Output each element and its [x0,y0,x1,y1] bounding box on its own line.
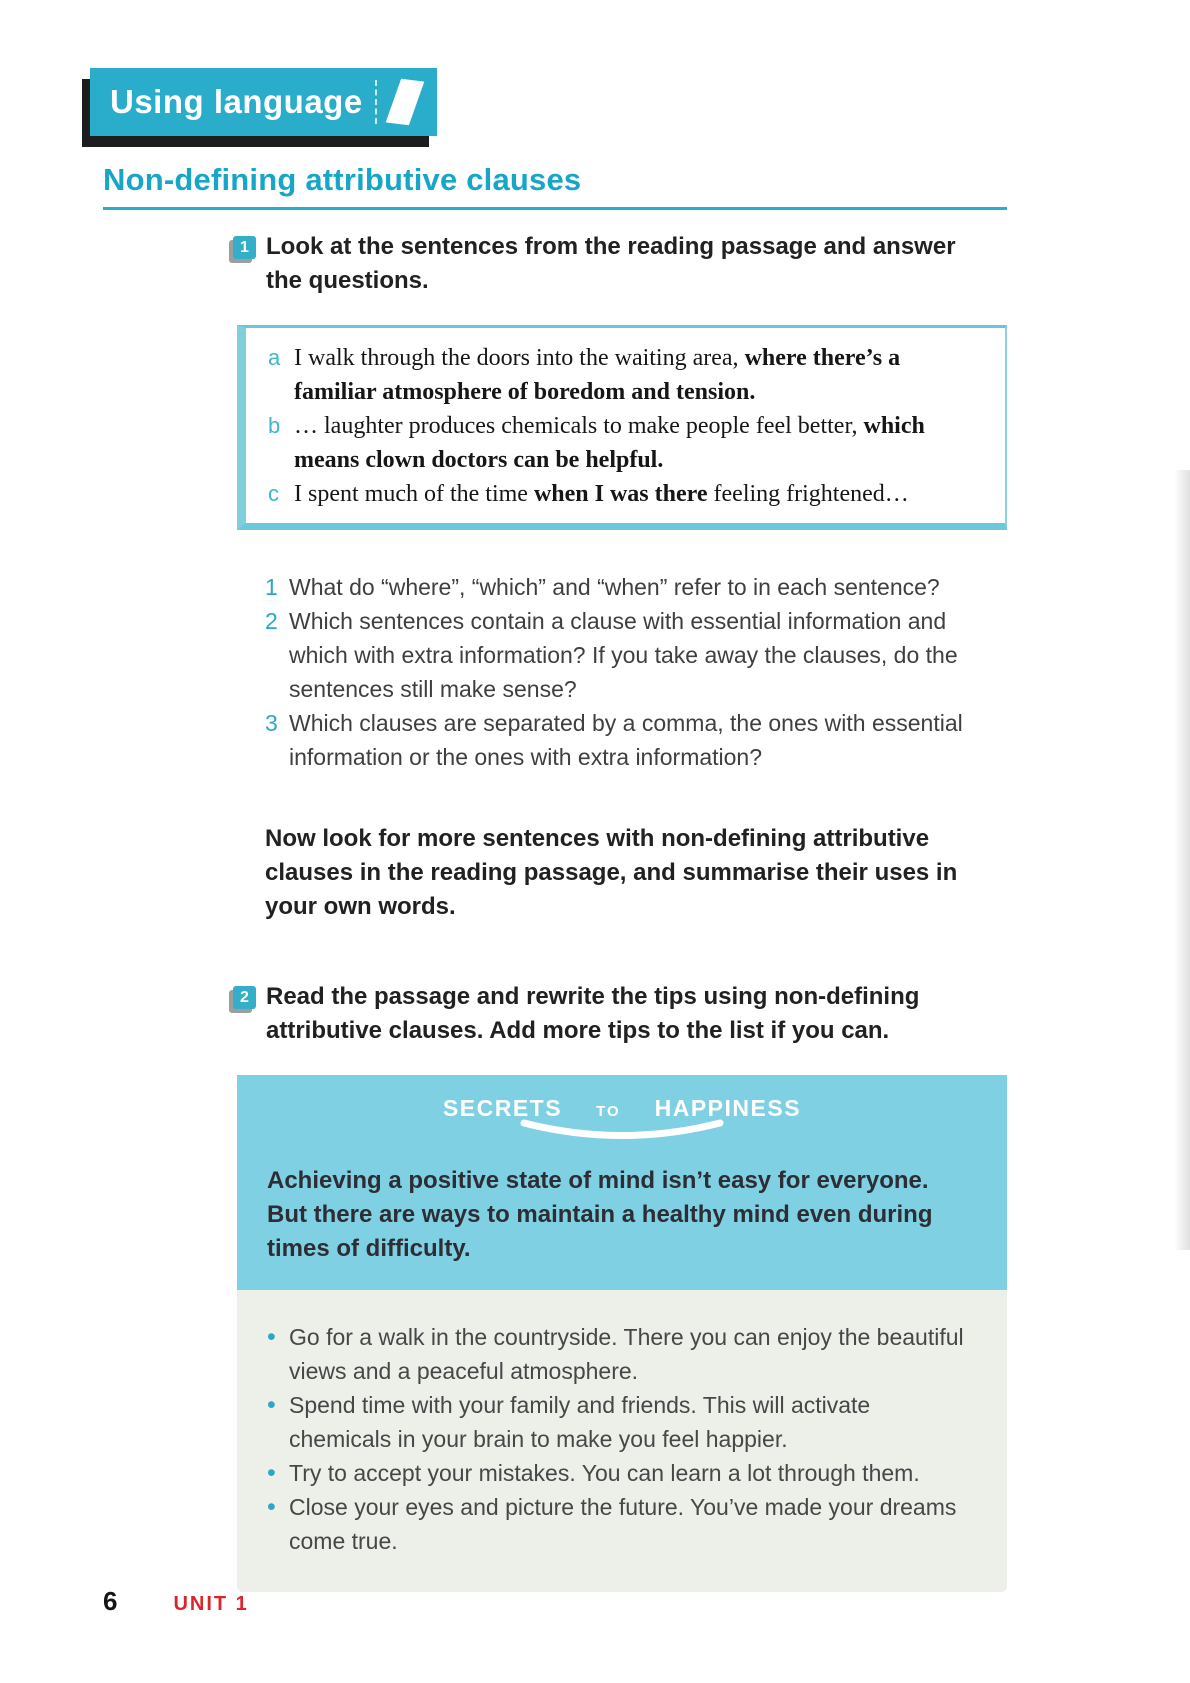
unit-label: UNIT 1 [173,1593,249,1615]
quote-text: I spent much of the time when I was there feeling frightened… [294,481,909,507]
question-number: 2 [265,608,278,634]
page-title: Non-defining attributive clauses [103,162,1007,210]
tip-item [267,1320,979,1388]
tip-item [267,1490,979,1558]
question-text: What do “where”, “which” and “when” refer to in each sentence? [289,574,940,600]
tip-item [267,1388,979,1456]
question-item [265,604,1013,706]
tips-box [237,1290,1007,1592]
quote-sentence [268,341,987,409]
question-list [265,570,1013,774]
section-banner [90,68,437,136]
passage-title-to: TO [596,1103,621,1120]
main-content [233,230,1013,1592]
bullet-icon: • [267,1493,276,1521]
activity-2 [233,980,1013,1048]
question-text: Which clauses are separated by a comma, the ones with essential information or the ones with extra information? [289,710,963,770]
question-number: 1 [265,574,278,600]
passage-title-happiness: HAPPINESS [654,1095,802,1121]
question-text: Which sentences contain a clause with essential information and which with extra information? If you take away the clauses, do the sentences still make sense? [289,608,958,702]
page-number: 6 [103,1586,118,1616]
page-edge-shadow [1174,470,1190,1250]
activity-1-instruction: Look at the sentences from the reading passage and answer the questions. [266,233,956,294]
bookmark-icon [385,79,424,126]
banner-title: Using language [110,83,363,120]
quote-label: a [268,345,281,370]
banner-divider [375,80,377,124]
bullet-icon: • [267,1459,276,1487]
quote-label: c [268,481,279,506]
quote-label: b [268,413,281,438]
followup-instruction: Now look for more sentences with non-defining attributive clauses in the reading passage, and summarise their uses in your own words. [265,825,958,920]
smile-arc-icon [267,1116,977,1148]
bullet-icon: • [267,1391,276,1419]
tip-text: Go for a walk in the countryside. There you can enjoy the beautiful views and a peaceful atmosphere. [289,1324,964,1384]
question-item [265,570,1013,604]
example-sentences-box [237,325,1007,530]
activity-1 [233,230,1013,298]
activity-number-badge: 1 [233,236,256,259]
bullet-icon: • [267,1323,276,1351]
tip-text: Try to accept your mistakes. You can learn a lot through them. [289,1460,920,1486]
passage-header-box [237,1075,1007,1290]
tip-text: Close your eyes and picture the future. You’ve made your dreams come true. [289,1494,957,1554]
tip-item [267,1456,979,1490]
quote-sentence [268,477,987,511]
tip-text: Spend time with your family and friends. This will activate chemicals in your brain to make you feel happier. [289,1392,871,1452]
question-number: 3 [265,710,278,736]
passage-title-secrets: SECRETS [442,1095,563,1121]
quote-text: … laughter produces chemicals to make people feel better, which means clown doctors can be helpful. [294,413,925,473]
activity-number-badge: 2 [233,986,256,1009]
quote-sentence [268,409,987,477]
page-footer [103,1586,249,1617]
quote-text: I walk through the doors into the waiting area, where there’s a familiar atmosphere of boredom and tension. [294,345,901,405]
passage-intro: Achieving a positive state of mind isn’t easy for everyone. But there are ways to maintain a healthy mind even during times of difficulty. [267,1167,933,1262]
question-item [265,706,1013,774]
activity-2-instruction: Read the passage and rewrite the tips using non-defining attributive clauses. Add more tips to the list if you can. [266,983,920,1044]
